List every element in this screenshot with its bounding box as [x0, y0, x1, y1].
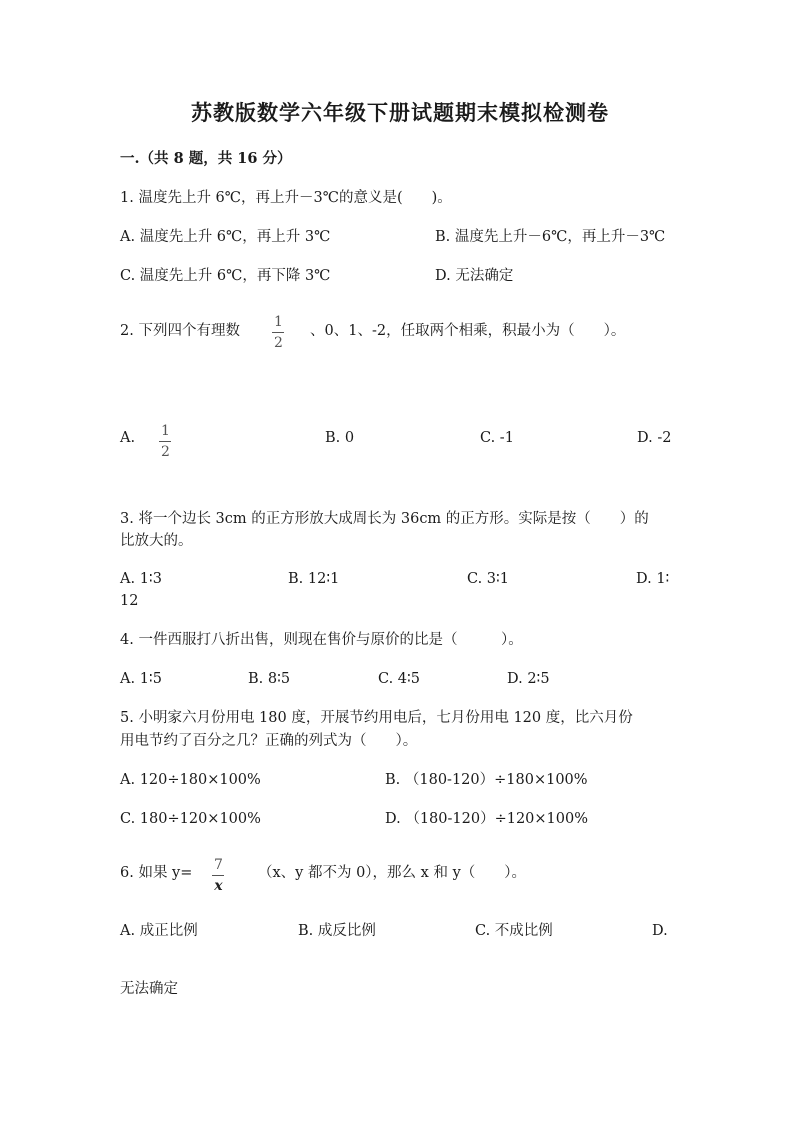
q6-stem-prefix: 6. 如果 y= [120, 865, 193, 881]
q5-option-c[interactable]: C. 180÷120×100% [120, 811, 261, 827]
q5-option-d[interactable]: D. （180-120）÷120×100% [385, 811, 589, 827]
q2-fraction-denominator: 2 [274, 335, 283, 351]
q6-option-d[interactable]: D. [652, 923, 668, 939]
q3-option-a[interactable]: A. 1∶3 [120, 571, 162, 587]
q1-option-a[interactable]: A. 温度先上升 6℃，再上升 3℃ [120, 229, 331, 245]
q2-stem-prefix: 2. 下列四个有理数 [120, 323, 240, 339]
q6-option-a[interactable]: A. 成正比例 [120, 923, 198, 939]
q2-fraction-numerator: 1 [274, 314, 283, 330]
q1-stem: 1. 温度先上升 6℃，再上升－3℃的意义是( )。 [120, 190, 452, 206]
q3-option-d-continued[interactable]: 12 [120, 593, 139, 609]
q3-option-d[interactable]: D. 1∶ [636, 571, 670, 587]
q1-option-d[interactable]: D. 无法确定 [435, 268, 514, 284]
q6-fraction-numerator: 7 [214, 857, 223, 873]
q2-option-d[interactable]: D. -2 [637, 430, 672, 446]
q4-stem: 4. 一件西服打八折出售，则现在售价与原价的比是（ ）。 [120, 632, 523, 648]
q3-stem-line2: 比放大的。 [120, 533, 193, 549]
page-title: 苏教版数学六年级下册试题期末模拟检测卷 [191, 100, 609, 125]
q2-option-a-label[interactable]: A. [120, 430, 136, 446]
q2-stem-suffix: 、0、1、-2，任取两个相乘，积最小为（ ）。 [310, 323, 626, 339]
q6-option-d-continued[interactable]: 无法确定 [120, 981, 178, 997]
q2-option-a-numerator: 1 [161, 423, 170, 439]
q1-option-c[interactable]: C. 温度先上升 6℃，再下降 3℃ [120, 268, 331, 284]
q4-option-a[interactable]: A. 1∶5 [120, 671, 162, 687]
section-heading: 一.（共 8 题，共 16 分） [120, 150, 292, 167]
q5-stem-line1: 5. 小明家六月份用电 180 度，开展节约用电后，七月份用电 120 度，比六月份 [120, 710, 633, 726]
q6-option-c[interactable]: C. 不成比例 [475, 923, 553, 939]
q5-option-a[interactable]: A. 120÷180×100% [120, 772, 261, 788]
fraction-bar [212, 875, 224, 876]
q2-option-a-fraction[interactable] [159, 424, 172, 459]
q1-option-b[interactable]: B. 温度先上升－6℃，再上升－3℃ [435, 229, 666, 245]
fraction-bar [272, 332, 284, 333]
q2-option-a-denominator: 2 [161, 444, 170, 460]
q6-option-b[interactable]: B. 成反比例 [298, 923, 376, 939]
q4-option-d[interactable]: D. 2∶5 [507, 671, 550, 687]
q6-fraction [212, 858, 225, 893]
q2-option-b[interactable]: B. 0 [325, 430, 355, 446]
q2-fraction [272, 315, 285, 350]
q4-option-c[interactable]: C. 4∶5 [378, 671, 421, 687]
q3-stem-line1: 3. 将一个边长 3cm 的正方形放大成周长为 36cm 的正方形。实际是按（ ）的 [120, 511, 649, 527]
q6-stem-suffix: （x、y 都不为 0），那么 x 和 y（ ）。 [258, 865, 527, 881]
q5-option-b[interactable]: B. （180-120）÷180×100% [385, 772, 588, 788]
q3-option-b[interactable]: B. 12∶1 [288, 571, 340, 587]
q6-fraction-denominator: x [214, 878, 223, 894]
q5-stem-line2: 用电节约了百分之几？正确的列式为（ ）。 [120, 733, 418, 749]
q4-option-b[interactable]: B. 8∶5 [248, 671, 291, 687]
q3-option-c[interactable]: C. 3∶1 [467, 571, 510, 587]
q2-option-c[interactable]: C. -1 [480, 430, 514, 446]
fraction-bar [159, 441, 171, 442]
